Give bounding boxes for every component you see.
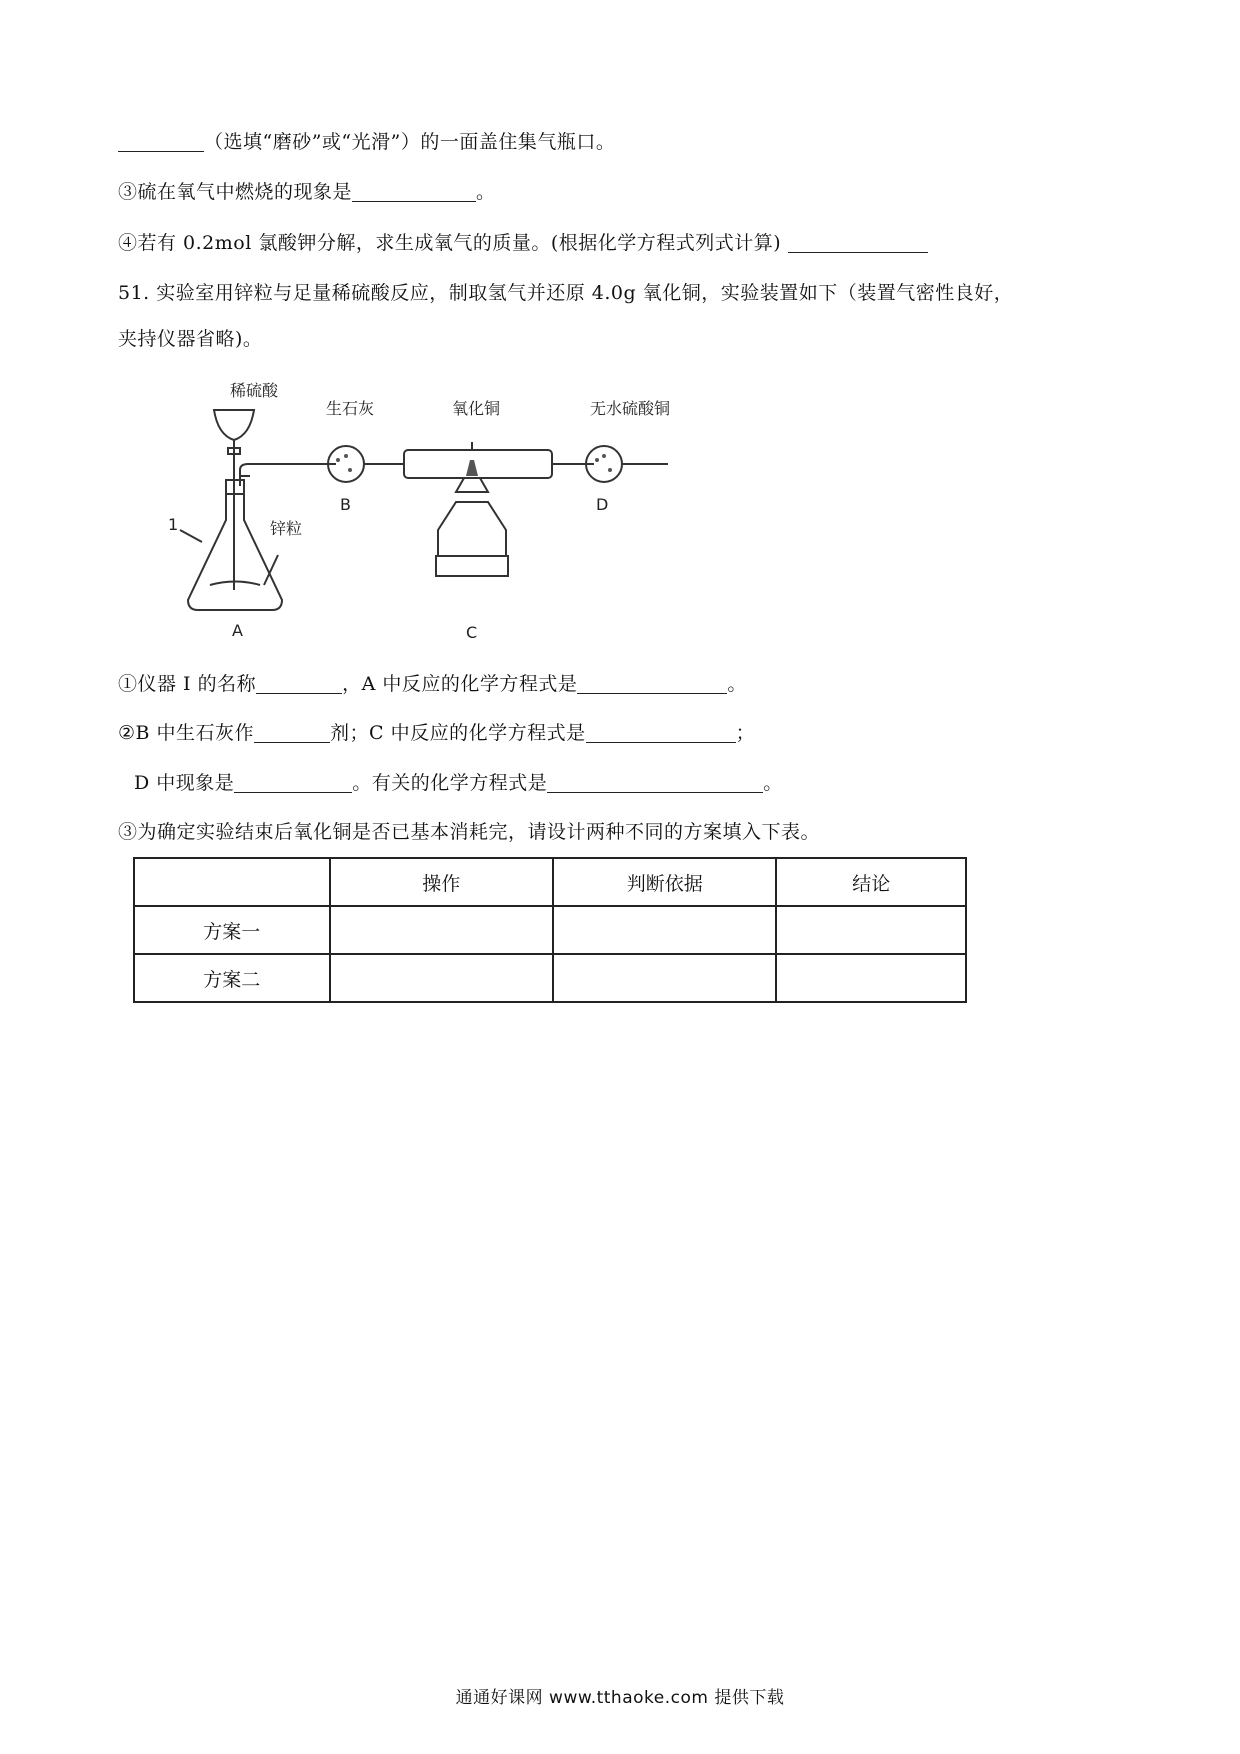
- answer-cell[interactable]: [330, 906, 553, 954]
- label-d: D: [596, 495, 609, 514]
- answer-blank[interactable]: [788, 232, 928, 253]
- table-row: [134, 906, 966, 954]
- row-label: 方案二: [134, 954, 330, 1002]
- apparatus-diagram: [160, 380, 780, 650]
- text: ；: [735, 722, 756, 744]
- text: D 中现象是: [134, 772, 235, 794]
- answer-cell[interactable]: [553, 954, 776, 1002]
- reaction-tube-c: [404, 450, 552, 478]
- label-quicklime: 生石灰: [326, 399, 375, 418]
- answer-cell[interactable]: [776, 906, 966, 954]
- answer-blank[interactable]: [352, 181, 476, 202]
- label-c: C: [466, 623, 478, 642]
- table-row: [134, 954, 966, 1002]
- fill-line-1: [118, 129, 615, 155]
- text: ②B 中生石灰作: [118, 722, 255, 744]
- answer-blank[interactable]: [256, 673, 342, 694]
- header-cell: 判断依据: [553, 858, 776, 906]
- row-label: 方案一: [134, 906, 330, 954]
- label-dilute-acid: 稀硫酸: [230, 381, 279, 400]
- text: 。: [727, 673, 747, 695]
- label-instrument-1: 1: [168, 515, 179, 534]
- label-zinc: 锌粒: [270, 519, 303, 538]
- answer-blank[interactable]: [577, 673, 727, 694]
- text: （选填“磨砂”或“光滑”）的一面盖住集气瓶口。: [204, 131, 616, 153]
- text: 夹持仪器省略)。: [118, 328, 263, 350]
- header-cell: [134, 858, 330, 906]
- alcohol-lamp: [438, 502, 506, 556]
- text: ③为确定实验结束后氧化铜是否已基本消耗完，请设计两种不同的方案填入下表。: [118, 821, 821, 843]
- label-anhydrous-cuso4: 无水硫酸铜: [590, 399, 671, 418]
- label-b: B: [340, 495, 351, 514]
- sub-question-3: [118, 819, 820, 845]
- question-51-line-2: [118, 326, 262, 352]
- text: 。: [476, 181, 496, 203]
- flame: [456, 478, 488, 492]
- table-header-row: [134, 858, 966, 906]
- sub-question-1: [118, 671, 747, 697]
- text: ①仪器 I 的名称: [118, 673, 257, 695]
- fill-line-3: [118, 230, 928, 256]
- plan-table: [133, 857, 967, 1003]
- text: 。有关的化学方程式是: [352, 772, 548, 794]
- answer-blank[interactable]: [586, 722, 736, 743]
- text: ④若有 0.2mol 氯酸钾分解，求生成氧气的质量。(根据化学方程式列式计算): [118, 232, 782, 254]
- text: ，A 中反应的化学方程式是: [342, 673, 578, 695]
- answer-blank[interactable]: [118, 131, 204, 152]
- label-a: A: [232, 621, 243, 640]
- label-copper-oxide: 氧化铜: [452, 399, 501, 418]
- sub-question-2b: [134, 770, 783, 796]
- text: 剂；C 中反应的化学方程式是: [330, 722, 586, 744]
- answer-blank[interactable]: [254, 722, 330, 743]
- text: 。: [763, 772, 783, 794]
- header-cell: 操作: [330, 858, 553, 906]
- fill-line-2: [118, 179, 496, 205]
- question-51-line-1: [118, 280, 1013, 306]
- text: 51. 实验室用锌粒与足量稀硫酸反应，制取氢气并还原 4.0g 氧化铜，实验装置如下（装置气密性良好，: [118, 282, 1014, 304]
- answer-blank[interactable]: [547, 772, 763, 793]
- answer-blank[interactable]: [234, 772, 352, 793]
- answer-cell[interactable]: [330, 954, 553, 1002]
- separatory-funnel: [214, 410, 254, 440]
- sub-question-2: [118, 720, 755, 746]
- answer-cell[interactable]: [553, 906, 776, 954]
- header-cell: 结论: [776, 858, 966, 906]
- answer-cell[interactable]: [776, 954, 966, 1002]
- text: ③硫在氧气中燃烧的现象是: [118, 181, 353, 203]
- lamp-base: [436, 556, 508, 576]
- page-footer: 通通好课网 www.tthaoke.com 提供下载: [455, 1688, 785, 1708]
